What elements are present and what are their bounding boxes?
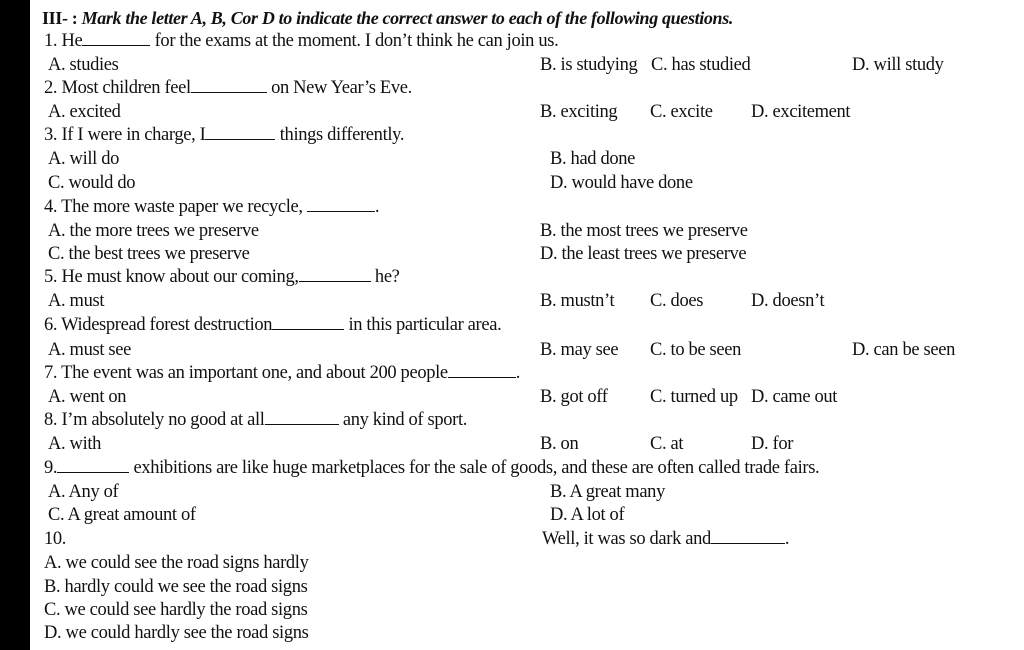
option-a: A. went on (48, 387, 127, 407)
question-stem (44, 409, 467, 431)
option-d: D. would have done (550, 173, 693, 193)
question-number: 8. (44, 410, 58, 430)
question-stem (44, 314, 501, 336)
option-b: B. is studying (540, 55, 638, 75)
option-a: A. excited (48, 102, 121, 122)
option-c: C. A great amount of (48, 505, 196, 525)
option-d: D. the least trees we preserve (540, 244, 747, 264)
option-c: C. we could see hardly the road signs (44, 600, 308, 620)
answer-blank (265, 409, 339, 425)
option-c: C. to be seen (650, 340, 742, 360)
question-stem (44, 77, 412, 99)
answer-blank (57, 457, 129, 473)
stem-before: Most children feel (61, 78, 191, 98)
option-b: B. mustn’t (540, 291, 615, 311)
section-number: III- : (42, 8, 82, 28)
question-number: 7. (44, 363, 58, 383)
question-stem (44, 196, 379, 218)
stem-before: If I were in charge, I (61, 125, 206, 145)
option-c: C. excite (650, 102, 713, 122)
question-number: 5. (44, 267, 58, 287)
stem-after: . (784, 529, 790, 549)
option-a: A. with (48, 434, 102, 454)
stem-after: . (515, 363, 521, 383)
stem-before: Widespread forest destruction (61, 315, 273, 335)
option-d: D. A lot of (550, 505, 625, 525)
question-number: 1. (44, 31, 58, 51)
stem-before: He (61, 31, 83, 51)
section-heading (42, 7, 733, 29)
stem-after: . (374, 197, 380, 217)
option-d: D. for (751, 434, 794, 454)
option-d: D. can be seen (852, 340, 955, 360)
answer-blank (272, 314, 344, 330)
stem-after: on New Year’s Eve. (271, 78, 412, 98)
option-c: C. at (650, 434, 684, 454)
stem-after: exhibitions are like huge marketplaces for the sale of goods, and these are often called trade fairs. (133, 458, 820, 478)
stem-after: he? (374, 267, 400, 287)
stem-after: for the exams at the moment. I don’t think he can join us. (154, 31, 559, 51)
stem-before: The event was an important one, and about 200 people (61, 363, 448, 383)
option-b: B. hardly could we see the road signs (44, 577, 308, 597)
question-number: 3. (44, 125, 58, 145)
option-c: C. has studied (651, 55, 751, 75)
answer-blank (82, 30, 150, 46)
question-stem (44, 266, 400, 288)
option-a: A. must see (48, 340, 131, 360)
option-b: B. got off (540, 387, 608, 407)
answer-blank (711, 528, 785, 544)
question-number: 9. (44, 458, 58, 478)
stem-after: things differently. (279, 125, 405, 145)
option-b: B. exciting (540, 102, 618, 122)
question-stem (542, 528, 789, 550)
answer-blank (307, 196, 375, 212)
section-instruction: Mark the letter A, B, Cor D to indicate the correct answer to each of the following questions. (81, 8, 734, 28)
question-number: 4. (44, 197, 58, 217)
option-a: A. must (48, 291, 105, 311)
option-d: D. doesn’t (751, 291, 825, 311)
stem-before: The more waste paper we recycle, (61, 197, 303, 217)
stem-before: Well, it was so dark and (542, 529, 711, 549)
question-number: 2. (44, 78, 58, 98)
option-c: C. does (650, 291, 704, 311)
worksheet (30, 0, 1024, 650)
answer-blank (191, 77, 267, 93)
option-b: B. A great many (550, 482, 665, 502)
question-stem (44, 457, 819, 479)
option-a: A. the more trees we preserve (48, 221, 259, 241)
option-d: D. excitement (751, 102, 851, 122)
stem-before: He must know about our coming, (61, 267, 299, 287)
question-stem (44, 362, 520, 384)
option-d: D. came out (751, 387, 838, 407)
question-stem (44, 124, 404, 146)
option-c: C. turned up (650, 387, 738, 407)
answer-blank (205, 124, 275, 140)
option-d: D. we could hardly see the road signs (44, 623, 309, 643)
option-b: B. may see (540, 340, 619, 360)
stem-after: any kind of sport. (342, 410, 468, 430)
option-a: A. Any of (48, 482, 119, 502)
stem-after: in this particular area. (348, 315, 502, 335)
option-a: A. we could see the road signs hardly (44, 553, 309, 573)
question-number: 6. (44, 315, 58, 335)
question-stem (44, 30, 558, 52)
option-a: A. studies (48, 55, 119, 75)
answer-blank (299, 266, 371, 282)
option-d: D. will study (852, 55, 944, 75)
answer-blank (448, 362, 516, 378)
stem-before: I’m absolutely no good at all (61, 410, 265, 430)
option-b: B. had done (550, 149, 636, 169)
option-b: B. the most trees we preserve (540, 221, 748, 241)
option-a: A. will do (48, 149, 120, 169)
question-number: 10. (44, 529, 67, 549)
option-c: C. the best trees we preserve (48, 244, 250, 264)
option-b: B. on (540, 434, 579, 454)
option-c: C. would do (48, 173, 136, 193)
